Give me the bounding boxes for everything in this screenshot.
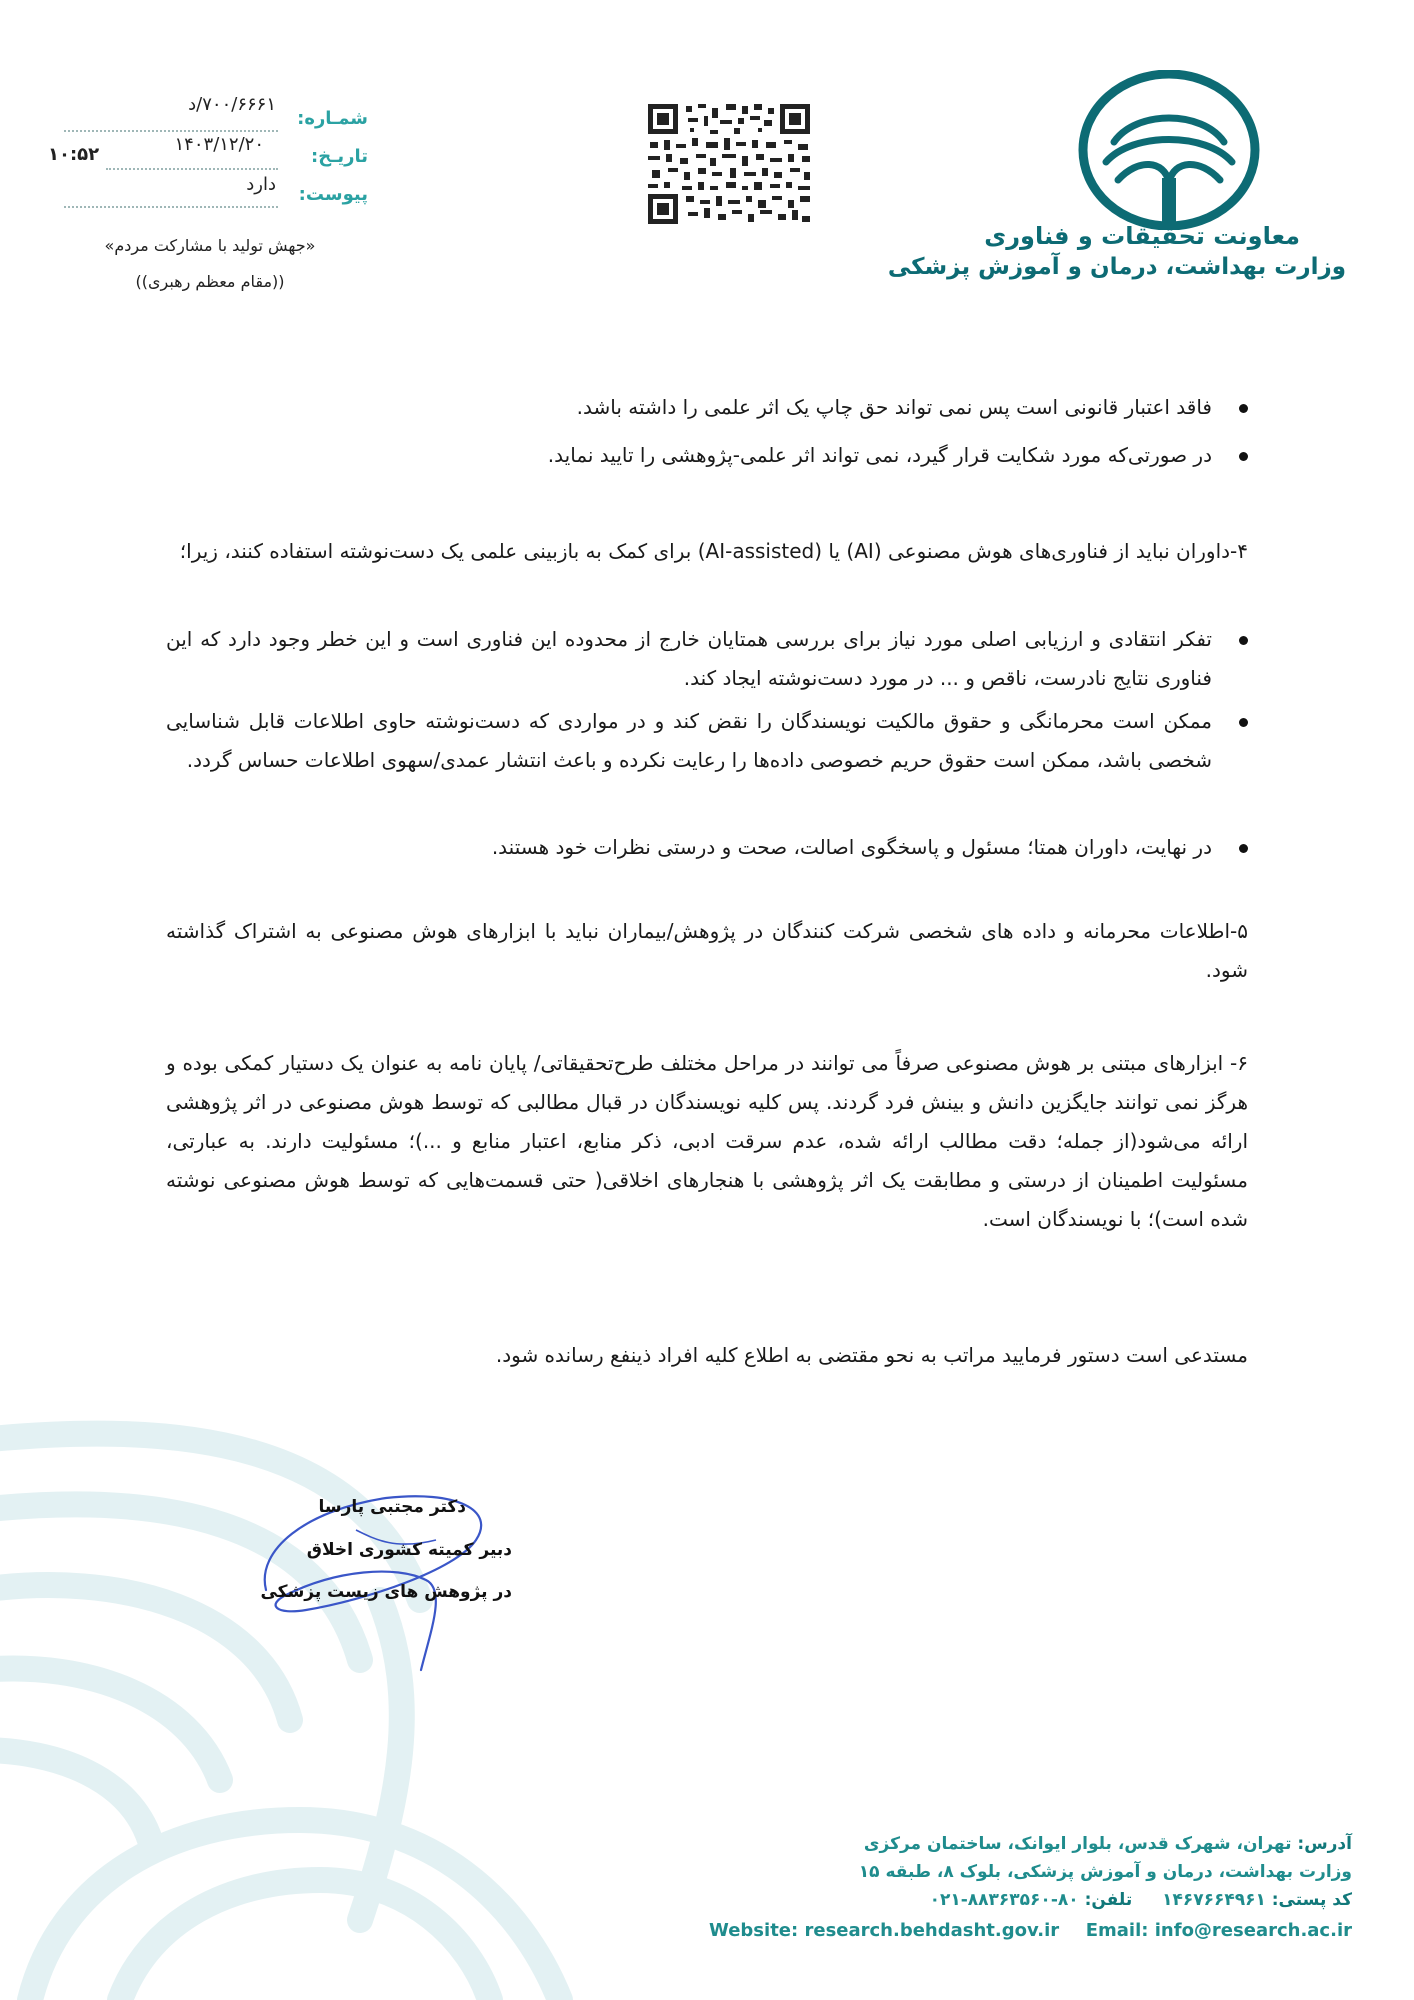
list-item (166, 620, 1248, 698)
item-6: ۶- ابزارهای مبتنی بر هوش مصنوعی صرفاً می توانند در مراحل مختلف طرح‌تحقیقاتی/ پایان نامه به عنوان یک دستیار کمکی بوده و هرگز نمی توانند جایگزین دانش و بینش فرد گردند. پس کلیه نویسندگان در قبال مطالبی که توسط هوش مصنوعی در اثر پژوهشی ارائه می‌شود(از جمله؛ دقت مطالب ارائه شده، عدم سرقت ادبی، ذکر منابع، اعتبار منابع و ...)؛ مسئولیت دارند. به عبارتی، مسئولیت اطمینان از درستی و مطابقت یک اثر پژوهشی با هنجارهای اخلاقی( حتی قسمت‌هایی که توسط هوش مصنوعی نوشته شده است)؛ با نویسندگان است. (166, 1051, 1248, 1231)
footer-phone-label: تلفن: (1084, 1890, 1133, 1910)
bullet-text: در صورتی‌که مورد شکایت قرار گیرد، نمی تواند اثر علمی-پژوهشی را تایید نماید. (547, 443, 1212, 467)
list-item (166, 436, 1248, 475)
bullet-text: فاقد اعتبار قانونی است پس نمی تواند حق چاپ یک اثر علمی را داشته باشد. (576, 395, 1212, 419)
motto-line-2: ((مقام معظم رهبری)) (135, 272, 285, 291)
signatory-name: دکتر مجتبی پارسا (318, 1497, 466, 1517)
letter-number-label: شمـاره: (297, 108, 368, 129)
footer-address-line-2: وزارت بهداشت، درمان و آموزش پزشکی، بلوک ۸، طبقه ۱۵ (858, 1862, 1352, 1882)
footer-website-label: Website: (709, 1920, 799, 1941)
logo-line-2: وزارت بهداشت، درمان و آموزش پزشکی (887, 254, 1346, 280)
ministry-logo-icon (1076, 70, 1262, 230)
letter-number-value: ۷۰۰/۶۶۶۱/د (188, 94, 276, 115)
list-item (166, 388, 1248, 427)
letter-attachment-value: دارد (246, 174, 276, 195)
bullet-dot (1239, 404, 1248, 413)
footer-email-label: Email: (1085, 1920, 1149, 1941)
dotted-line (106, 168, 278, 170)
footer-postal-label: کد پستی: (1271, 1890, 1352, 1910)
footer-phone-value: ۸۰-۸۸۳۶۳۵۶۰-۰۲۱ (929, 1890, 1079, 1910)
bullet-text: تفکر انتقادی و ارزیابی اصلی مورد نیاز برای بررسی همتایان خارج از محدوده این فناوری است و این خطر وجود دارد که این فناوری نتایج نادرست، ناقص و ... در مورد دست‌نوشته ایجاد کند. (166, 627, 1212, 690)
footer-website-link[interactable]: research.behdasht.gov.ir (804, 1920, 1060, 1941)
letter-date-label: تاریـخ: (311, 146, 368, 167)
logo-line-1: معاونت تحقیقات و فناوری (984, 222, 1300, 250)
letter-attachment-row (58, 174, 368, 210)
qr-code-icon (646, 102, 812, 226)
dotted-line (64, 130, 278, 132)
bullet-dot (1239, 452, 1248, 461)
list-item (166, 828, 1248, 867)
item-4-intro: ۴-داوران نباید از فناوری‌های هوش مصنوعی (AI) یا (AI-assisted) برای کمک به بازبینی علمی یک دست‌نوشته استفاده کنند، زیرا؛ (179, 539, 1248, 563)
bullet-text: در نهایت، داوران همتا؛ مسئول و پاسخگوی اصالت، صحت و درستی نظرات خود هستند. (491, 835, 1212, 859)
signatory-title-line-2: در پژوهش های زیست پزشکی (260, 1582, 512, 1602)
footer-contact-line (930, 1890, 1352, 1910)
closing-request: مستدعی است دستور فرمایید مراتب به نحو مقتضی به اطلاع کلیه افراد ذینفع رسانده شود. (495, 1343, 1248, 1367)
letter-date-value: ۱۴۰۳/۱۲/۲۰ (174, 134, 264, 155)
letter-date-row (48, 134, 368, 172)
letter-time-value: ۱۰:۵۲ (48, 144, 100, 165)
footer-postal-value: ۱۴۶۷۶۶۴۹۶۱ (1162, 1890, 1266, 1910)
bullet-dot (1239, 844, 1248, 853)
list-item (166, 702, 1248, 780)
item-5: ۵-اطلاعات محرمانه و داده های شخصی شرکت کنندگان در پژوهش/بیماران نباید با ابزارهای هوش مصنوعی به اشتراک گذاشته شود. (166, 919, 1248, 982)
footer-address-line-1 (864, 1834, 1352, 1854)
bullet-dot (1239, 636, 1248, 645)
signatory-title-line-1: دبیر کمیته کشوری اخلاق (306, 1540, 512, 1560)
footer-address-label: آدرس: (1297, 1834, 1352, 1854)
bullet-dot (1239, 718, 1248, 727)
footer-address-value: تهران، شهرک قدس، بلوار ایوانک، ساختمان مرکزی (863, 1834, 1292, 1854)
dotted-line (64, 206, 278, 208)
letter-number-row (58, 94, 368, 134)
bullet-text: ممکن است محرمانگی و حقوق مالکیت نویسندگان را نقض کند و در مواردی که دست‌نوشته حاوی اطلاعات قابل شناسایی شخصی باشد، ممکن است حقوق حریم خصوصی داده‌ها را رعایت نکرده و باعث انتشار عمدی/سهوی اطلاعات حساس گردد. (166, 709, 1212, 772)
footer-web-line (709, 1920, 1352, 1941)
footer-email-link[interactable]: info@research.ac.ir (1154, 1920, 1352, 1941)
motto-line-1: «جهش تولید با مشارکت مردم» (104, 236, 316, 255)
letter-attachment-label: پیوست: (298, 184, 368, 205)
